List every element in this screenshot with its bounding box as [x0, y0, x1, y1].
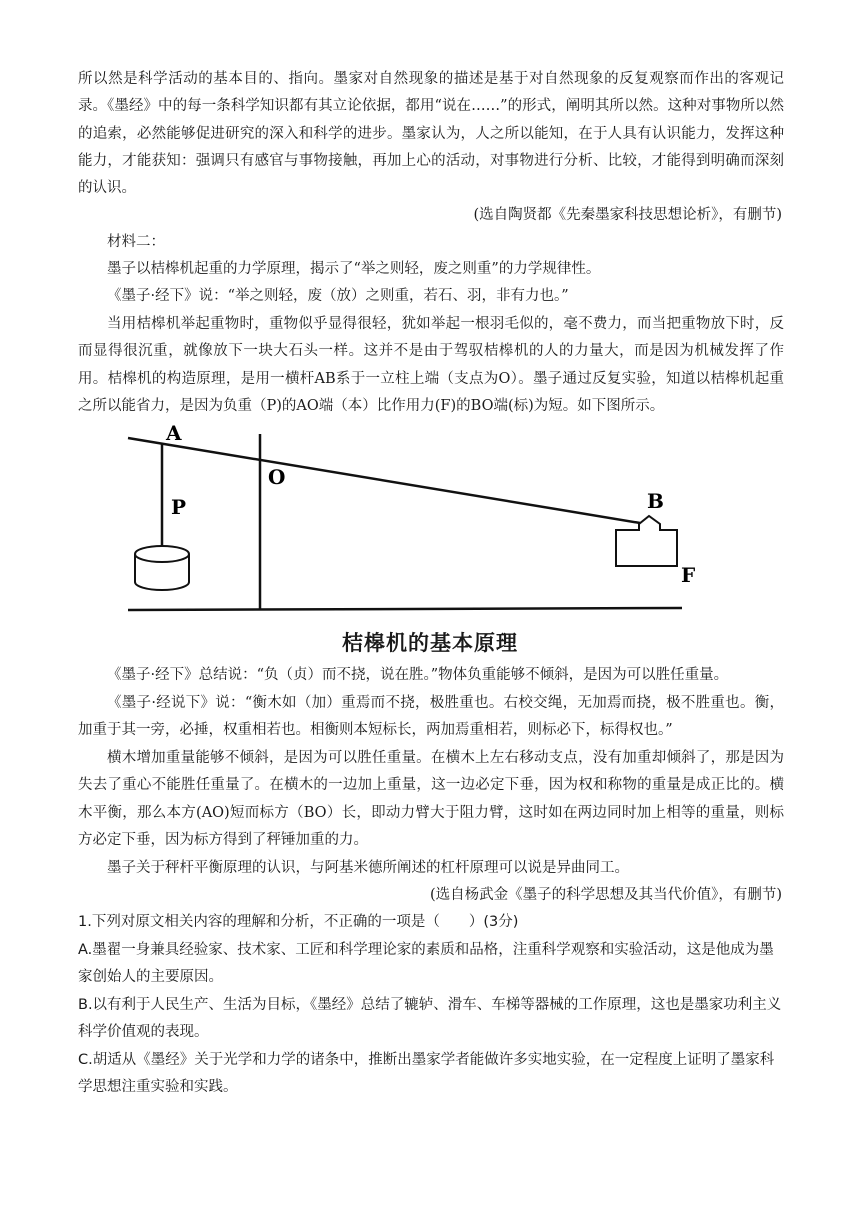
force-box — [616, 516, 677, 566]
paragraph-archimedes: 墨子关于秤杆平衡原理的认识，与阿基米德所阐述的杠杆原理可以说是异曲同工。 — [107, 860, 629, 876]
label-o: O — [268, 465, 286, 489]
paragraph-jiegao-explanation: 当用桔槔机举起重物时，重物似乎显得很轻，犹如举起一根羽毛似的，毫不费力，而当把重物放下时，反而显得很沉重，就像放下一块大石头一样。这并不是由于驾驭桔槔机的人的力量大，而是因为机械发挥了作用。桔槔机的构造原理，是用一横杆AB系于一立柱上端（支点为O）。墨子通过反复实验，知道以桔槔机起重之所以能省力，是因为负重（P)的AO端（本）比作用力(F)的BO端(标)为短。如下图所示。 — [78, 316, 784, 414]
ground-line — [128, 608, 682, 610]
label-f: F — [681, 563, 696, 587]
question-1: 1.下列对原文相关内容的理解和分析，不正确的一项是（ ）(3分) — [78, 914, 519, 930]
paragraph-jingshuoxia-quote: 《墨子·经说下》说：“衡木如（加）重焉而不挠，极胜重也。右校交绳，无加焉而挠，极不胜重也。衡，加重于其一旁，必捶，权重相若也。相衡则本短标长，两加焉重相若，则标必下，标得权也。” — [78, 695, 784, 739]
source-citation-1: (选自陶贤都《先秦墨家科技思想论析》，有删节) — [473, 207, 782, 223]
label-p: P — [171, 495, 187, 519]
option-c: C.胡适从《墨经》关于光学和力学的诸条中，推断出墨家学者能做许多实地实验，在一定程度上证明了墨家科学思想注重实验和实践。 — [78, 1052, 775, 1096]
paragraph-lever-analysis: 横木增加重量能够不倾斜，是因为可以胜任重量。在横木上左右移动支点，没有加重却倾斜了，那是因为失去了重心不能胜任重量了。在横木的一边加上重量，这一边必定下垂，因为权和称物的重量是成正比的。横木平衡，那么本方(AO)短而标方（BO）长，即动力臂大于阻力臂，这时如在两边同时加上相等的重量，则标方必定下垂，因为标方得到了秤锤加重的力。 — [78, 750, 784, 848]
option-b: B.以有利于人民生产、生活为目标，《墨经》总结了辘轳、滑车、车梯等器械的工作原理，这也是墨家功利主义科学价值观的表现。 — [78, 997, 782, 1041]
jiegao-diagram — [120, 420, 700, 660]
option-a: A.墨翟一身兼具经验家、技术家、工匠和科学理论家的素质和品格，注重科学观察和实验活动，这是他成为墨家创始人的主要原因。 — [78, 942, 774, 986]
material2-heading: 材料二： — [107, 234, 165, 250]
figure-caption: 桔槔机的基本原理 — [342, 631, 518, 655]
source-citation-2: (选自杨武金《墨子的科学思想及其当代价值》，有删节) — [429, 887, 782, 903]
paragraph-jingxia-quote: 《墨子·经下》说：“举之则轻，废（放）之则重，若石、羽，非有力也。” — [107, 288, 569, 304]
paragraph-material1-end: 所以然是科学活动的基本目的、指向。墨家对自然现象的描述是基于对自然现象的反复观察而作出的客观记录。《墨经》中的每一条科学知识都有其立论依据，都用“说在……”的形式，阐明其所以然。这种对事物所以然的追索，必然能够促进研究的深入和科学的进步。墨家认为，人之所以能知，在于人具有认识能力，发挥这种能力，才能获知：强调只有感官与事物接触，再加上心的活动，对事物进行分析、比较，才能得到明确而深刻的认识。 — [78, 71, 784, 197]
label-a: A — [166, 421, 182, 445]
load-cylinder — [135, 546, 189, 590]
lever-bar — [128, 438, 640, 523]
paragraph-jingxia-summary: 《墨子·经下》总结说：“负（贞）而不挠，说在胜。”物体负重能够不倾斜，是因为可以胜任重量。 — [107, 667, 729, 683]
jiegao-diagram-svg — [120, 420, 700, 660]
label-b: B — [647, 489, 664, 513]
paragraph-principle: 墨子以桔槔机起重的力学原理，揭示了“举之则轻，废之则重”的力学规律性。 — [107, 261, 601, 277]
